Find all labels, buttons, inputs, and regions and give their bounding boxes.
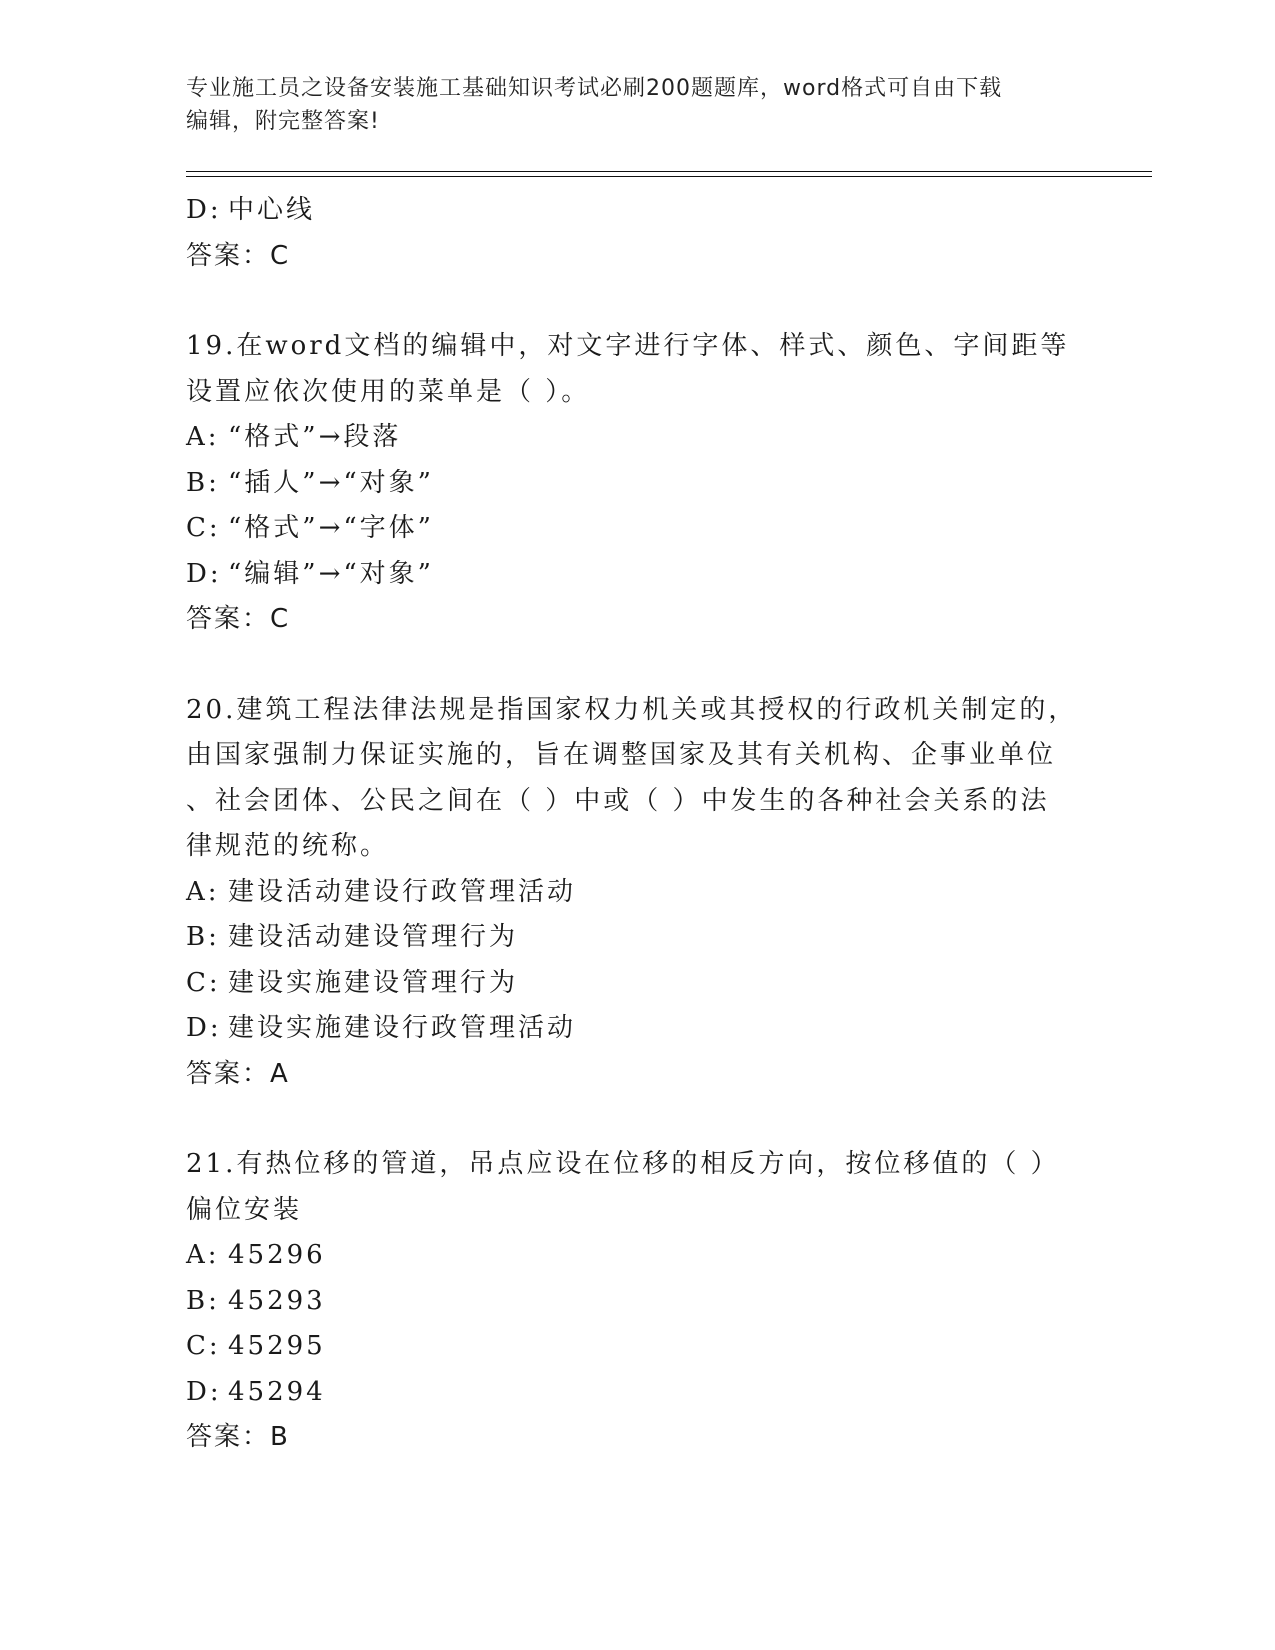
option-key: C:: [186, 967, 221, 998]
option-text: 建设活动建设行政管理活动: [228, 876, 577, 907]
option-b: [186, 461, 1086, 507]
question-stem-line: 设置应依次使用的菜单是（ ）。: [186, 376, 591, 407]
answer: 答案：B: [186, 1422, 290, 1452]
option-b: [186, 915, 1086, 961]
header-title-line-2: 编辑，附完整答案!: [186, 109, 380, 134]
answer: 答案：A: [186, 1058, 290, 1089]
header-rule-bottom: [186, 176, 1152, 177]
spacer: [186, 279, 1086, 324]
question-stem-line: 由国家强制力保证实施的，旨在调整国家及其有关机构、企事业单位: [186, 740, 1057, 770]
option-key: A:: [186, 1240, 220, 1270]
option-a: [186, 415, 1086, 461]
prev-option-d: [186, 188, 1086, 234]
option-a: [186, 870, 1086, 916]
spacer: [186, 1097, 1086, 1142]
option-key: D:: [186, 1013, 222, 1043]
option-d: [186, 1006, 1086, 1052]
option-key: D:: [186, 558, 222, 589]
option-text: 45295: [228, 1331, 326, 1361]
header-title-line-1: 专业施工员之设备安装施工基础知识考试必刷200题题库，word格式可自由下载: [186, 76, 1003, 101]
option-d: [186, 552, 1086, 598]
option-key: D:: [186, 1376, 222, 1407]
question-stem-line: 、社会团体、公民之间在（ ）中或（ ）中发生的各种社会关系的法: [186, 785, 1050, 816]
option-text: 45294: [228, 1376, 326, 1407]
option-text: 45296: [228, 1240, 326, 1270]
option-key: B:: [186, 1285, 220, 1316]
header-rule-top: [186, 171, 1152, 172]
option-a: [186, 1233, 1086, 1279]
question-stem-line: 21.有热位移的管道，吊点应设在位移的相反方向，按位移值的（ ）: [186, 1149, 1060, 1179]
option-key: C:: [186, 1331, 221, 1361]
option-text: 建设实施建设管理行为: [228, 967, 519, 998]
option-c: [186, 506, 1086, 552]
prev-answer: 答案：C: [186, 240, 291, 271]
option-key: C:: [186, 513, 221, 543]
option-key: A:: [186, 422, 220, 452]
option-key: B:: [186, 922, 220, 952]
option-text: 建设活动建设管理行为: [228, 922, 519, 952]
option-text: 建设实施建设行政管理活动: [228, 1013, 577, 1043]
option-text: “编辑”→“对象”: [228, 558, 434, 589]
question-stem-line: 律规范的统称。: [186, 831, 390, 861]
option-text: “格式”→“字体”: [228, 513, 434, 543]
page-header: [186, 72, 1066, 138]
option-b: [186, 1279, 1086, 1325]
question-20: [186, 688, 1086, 1098]
answer: 答案：C: [186, 604, 291, 634]
option-c: [186, 1324, 1086, 1370]
question-19: [186, 324, 1086, 643]
option-key: B:: [186, 467, 220, 498]
spacer: [186, 643, 1086, 688]
option-key: D:: [186, 195, 222, 225]
option-text: “格式”→段落: [228, 422, 402, 452]
option-c: [186, 961, 1086, 1007]
option-d: [186, 1370, 1086, 1416]
option-text: 45293: [228, 1285, 326, 1316]
question-content: [186, 188, 1086, 1461]
option-text: 中心线: [228, 195, 316, 225]
question-stem-line: 19.在word文档的编辑中，对文字进行字体、样式、颜色、字间距等: [186, 331, 1070, 361]
question-stem-line: 20.建筑工程法律法规是指国家权力机关或其授权的行政机关制定的，: [186, 694, 1078, 725]
option-text: “插人”→“对象”: [228, 467, 434, 498]
question-21: [186, 1142, 1086, 1461]
option-key: A:: [186, 876, 220, 907]
question-stem-line: 偏位安装: [186, 1194, 303, 1225]
